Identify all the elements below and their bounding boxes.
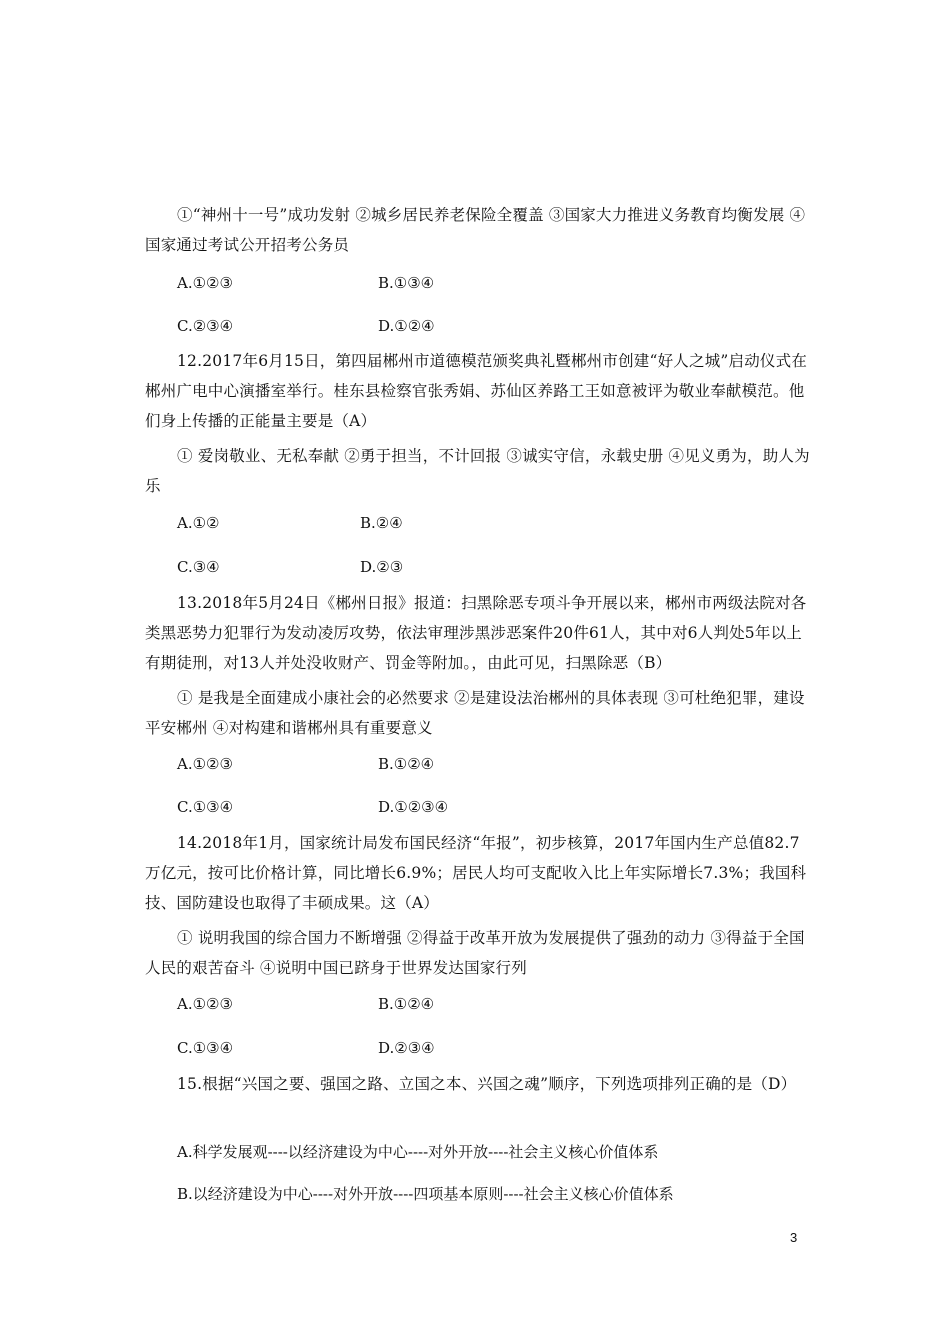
q13-option-d: D.①②③④ xyxy=(378,798,449,816)
q15-option-b: B.以经济建设为中心----对外开放----四项基本原则----社会主义核心价值体系 xyxy=(177,1185,674,1203)
q15-option-a: A.科学发展观----以经济建设为中心----对外开放----社会主义核心价值体系 xyxy=(177,1143,659,1161)
q14-items: ① 说明我国的综合国力不断增强 ②得益于改革开放为发展提供了强劲的动力 ③得益于全国人民的艰苦奋斗 ④说明中国已跻身于世界发达国家行列 xyxy=(145,929,805,977)
q11-option-d: D.①②④ xyxy=(378,317,435,335)
q14-option-b: B.①②④ xyxy=(378,995,435,1013)
q11-option-b: B.①③④ xyxy=(378,274,435,292)
q15-stem: 15.根据“兴国之要、强国之路、立国之本、兴国之魂”顺序，下列选项排列正确的是（D） xyxy=(177,1075,797,1093)
q14-option-a: A.①②③ xyxy=(177,995,233,1013)
q13-option-b: B.①②④ xyxy=(378,755,435,773)
q13-items: ① 是我是全面建成小康社会的必然要求 ②是建设法治郴州的具体表现 ③可杜绝犯罪，建设平安郴州 ④对构建和谐郴州具有重要意义 xyxy=(145,689,805,737)
q12-option-a: A.①② xyxy=(177,514,220,532)
q12-items: ① 爱岗敬业、无私奉献 ②勇于担当，不计回报 ③诚实守信，永载史册 ④见义勇为，助人为乐 xyxy=(145,447,810,495)
q12-option-b: B.②④ xyxy=(360,514,403,532)
q11-option-c: C.②③④ xyxy=(177,317,234,335)
q11-option-a: A.①②③ xyxy=(177,274,233,292)
q14-option-d: D.②③④ xyxy=(378,1039,435,1057)
q14-stem: 14.2018年1月，国家统计局发布国民经济“年报”，初步核算，2017年国内生产总值82.7万亿元，按可比价格计算，同比增长6.9%；居民人均可支配收入比上年实际增长7.3%；我国科技、国防建设也取得了丰硕成果。这（A） xyxy=(145,834,807,912)
q12-option-d: D.②③ xyxy=(360,558,404,576)
q12-option-c: C.③④ xyxy=(177,558,220,576)
q13-option-c: C.①③④ xyxy=(177,798,234,816)
q14-option-c: C.①③④ xyxy=(177,1039,234,1057)
q13-stem: 13.2018年5月24日《郴州日报》报道：扫黑除恶专项斗争开展以来，郴州市两级法院对各类黑恶势力犯罪行为发动凌厉攻势，依法审理涉黑涉恶案件20件61人，其中对6人判处5年以上有期徒刑，对13人并处没收财产、罚金等附加。，由此可见，扫黑除恶（B） xyxy=(145,594,807,672)
page-number: 3 xyxy=(790,1230,798,1245)
q13-option-a: A.①②③ xyxy=(177,755,233,773)
q12-stem: 12.2017年6月15日，第四届郴州市道德模范颁奖典礼暨郴州市创建“好人之城”启动仪式在郴州广电中心演播室举行。桂东县检察官张秀娟、苏仙区养路工王如意被评为敬业奉献模范。他们身上传播的正能量主要是（A） xyxy=(145,352,808,430)
q11-items: ①“神州十一号”成功发射 ②城乡居民养老保险全覆盖 ③国家大力推进义务教育均衡发展 ④国家通过考试公开招考公务员 xyxy=(145,206,806,254)
